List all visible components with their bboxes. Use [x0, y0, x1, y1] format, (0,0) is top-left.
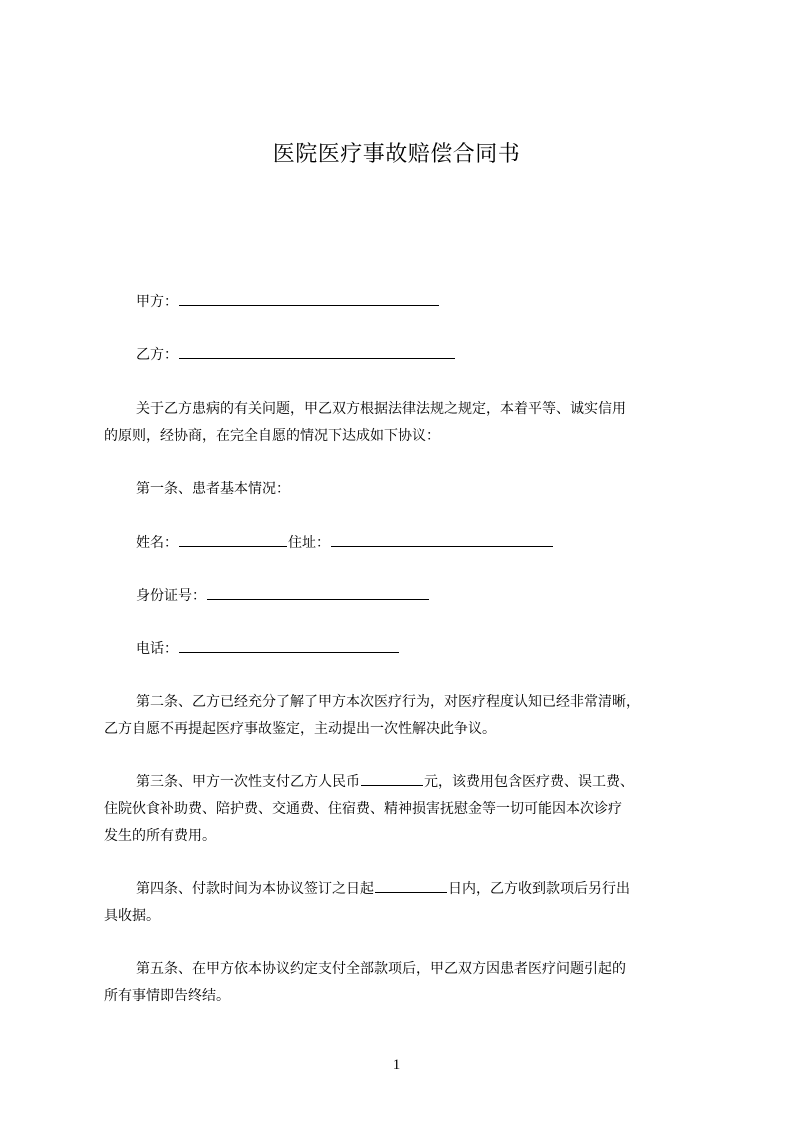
- article-3-text-b: 元，该费用包含医疗费、误工费、: [424, 774, 634, 790]
- article-4-text-b: 日内，乙方收到款项后另行出: [448, 881, 630, 897]
- address-label: 住址：: [288, 535, 330, 551]
- article-2-line-1: 第二条、乙方已经充分了解了甲方本次医疗行为，对医疗程度认知已经非常清晰，: [136, 694, 640, 710]
- address-blank: [331, 530, 553, 547]
- id-blank: [207, 583, 429, 600]
- article-5-line-2: 所有事情即告终结。: [104, 988, 230, 1004]
- party-a-line: [136, 289, 736, 315]
- article-5-line-1: 第五条、在甲方依本协议约定支付全部款项后，甲乙双方因患者医疗问题引起的: [136, 961, 626, 977]
- name-address-line: [136, 530, 736, 556]
- document-title: 医院医疗事故赔偿合同书: [272, 142, 521, 167]
- id-label: 身份证号：: [136, 588, 206, 604]
- phone-label: 电话：: [136, 641, 178, 657]
- party-b-blank: [179, 342, 455, 359]
- name-label: 姓名：: [136, 535, 178, 551]
- phone-blank: [179, 636, 399, 653]
- name-blank: [179, 530, 287, 547]
- article-1-heading: 第一条、患者基本情况：: [136, 481, 290, 497]
- id-number-line: [136, 583, 736, 609]
- article-4-text-a: 第四条、付款时间为本协议签订之日起: [136, 881, 374, 897]
- article-3-line-1: [136, 769, 736, 795]
- days-blank: [375, 876, 447, 893]
- party-b-line: [136, 342, 736, 368]
- article-4-line-2: 具收据。: [104, 908, 160, 924]
- party-a-label: 甲方：: [136, 294, 178, 310]
- party-b-label: 乙方：: [136, 347, 178, 363]
- article-3-text-a: 第三条、甲方一次性支付乙方人民币: [136, 774, 360, 790]
- article-2-line-2: 乙方自愿不再提起医疗事故鉴定，主动提出一次性解决此争议。: [104, 721, 496, 737]
- article-3-line-2: 住院伙食补助费、陪护费、交通费、住宿费、精神损害抚慰金等一切可能因本次诊疗: [104, 801, 622, 817]
- amount-blank: [361, 769, 423, 786]
- article-4-line-1: [136, 876, 736, 902]
- party-a-blank: [179, 289, 439, 306]
- phone-line: [136, 636, 736, 662]
- article-3-line-3: 发生的所有费用。: [104, 828, 216, 844]
- preamble-line-1: 关于乙方患病的有关问题，甲乙双方根据法律法规之规定，本着平等、诚实信用: [136, 401, 626, 417]
- preamble-line-2: 的原则，经协商，在完全自愿的情况下达成如下协议：: [104, 428, 440, 444]
- page-number: 1: [392, 1057, 401, 1073]
